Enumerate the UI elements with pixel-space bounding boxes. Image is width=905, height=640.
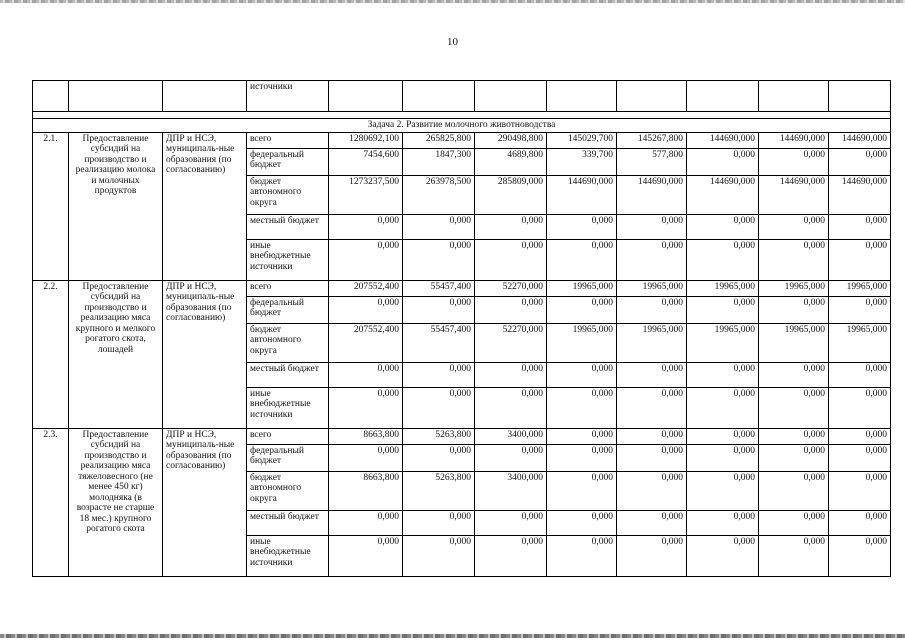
- amount-cell: 144690,000: [759, 132, 829, 148]
- amount-cell: 0,000: [759, 510, 829, 535]
- amount-cell: 1273237,500: [329, 175, 403, 214]
- amount-cell: 0,000: [617, 362, 687, 387]
- amount-cell: 19965,000: [547, 323, 617, 362]
- funding-source: местный бюджет: [247, 510, 329, 535]
- amount-cell: 0,000: [617, 387, 687, 428]
- amount-cell: 0,000: [829, 148, 891, 175]
- amount-cell: 0,000: [829, 214, 891, 239]
- item-executor: ДПР и НСЭ, муниципаль-ные образования (по согласованию): [163, 428, 247, 576]
- amount-cell: 145267,800: [617, 132, 687, 148]
- amount-cell: 0,000: [329, 387, 403, 428]
- task-title: Задача 2. Развитие молочного животноводства: [33, 119, 891, 133]
- amount-cell: 0,000: [403, 214, 475, 239]
- amount-cell: 0,000: [687, 387, 759, 428]
- amount-cell: 0,000: [759, 214, 829, 239]
- amount-cell: 144690,000: [617, 175, 687, 214]
- amount-cell: 144690,000: [759, 175, 829, 214]
- amount-cell: 0,000: [403, 444, 475, 471]
- amount-cell: 0,000: [759, 148, 829, 175]
- page-number: 10: [447, 36, 458, 48]
- amount-cell: 0,000: [547, 362, 617, 387]
- amount-cell: 285809,000: [475, 175, 547, 214]
- amount-cell: 0,000: [329, 239, 403, 280]
- item-number: 2.1.: [33, 132, 69, 280]
- amount-cell: 0,000: [547, 214, 617, 239]
- funding-source: всего: [247, 132, 329, 148]
- amount-cell: 0,000: [547, 510, 617, 535]
- amount-cell: 0,000: [829, 239, 891, 280]
- item-name: Предоставление субсидий на производство и реализацию молока и молочных продуктов: [69, 132, 163, 280]
- amount-cell: 0,000: [829, 387, 891, 428]
- amount-cell: 19965,000: [687, 323, 759, 362]
- amount-cell: 265825,800: [403, 132, 475, 148]
- amount-cell: 0,000: [547, 535, 617, 576]
- item-name: Предоставление субсидий на производство и реализацию мяса тяжеловесного (не менее 450 кг) молодняка (в возрасте не старше 18 мес.) крупного рогатого скота: [69, 428, 163, 576]
- amount-cell: 0,000: [403, 239, 475, 280]
- source-label: источники: [247, 81, 329, 112]
- amount-cell: 0,000: [687, 214, 759, 239]
- amount-cell: 19965,000: [829, 280, 891, 296]
- amount-cell: 55457,400: [403, 323, 475, 362]
- amount-cell: 290498,800: [475, 132, 547, 148]
- amount-cell: 1280692,100: [329, 132, 403, 148]
- funding-source: всего: [247, 428, 329, 444]
- table-row: [33, 428, 891, 444]
- amount-cell: 7454,600: [329, 148, 403, 175]
- funding-source: местный бюджет: [247, 362, 329, 387]
- amount-cell: 19965,000: [617, 323, 687, 362]
- amount-cell: 0,000: [829, 362, 891, 387]
- amount-cell: 0,000: [687, 148, 759, 175]
- amount-cell: 207552,400: [329, 280, 403, 296]
- amount-cell: 0,000: [759, 444, 829, 471]
- amount-cell: 19965,000: [617, 280, 687, 296]
- funding-source: бюджет автономного округа: [247, 471, 329, 510]
- amount-cell: 0,000: [547, 471, 617, 510]
- amount-cell: 19965,000: [687, 280, 759, 296]
- amount-cell: 0,000: [475, 239, 547, 280]
- amount-cell: 0,000: [759, 239, 829, 280]
- amount-cell: 0,000: [829, 296, 891, 323]
- funding-source: иные внебюджетные источники: [247, 239, 329, 280]
- amount-cell: 3400,000: [475, 471, 547, 510]
- item-number: 2.3.: [33, 428, 69, 576]
- amount-cell: 144690,000: [829, 132, 891, 148]
- amount-cell: 0,000: [475, 214, 547, 239]
- amount-cell: 0,000: [329, 535, 403, 576]
- amount-cell: 8663,800: [329, 471, 403, 510]
- amount-cell: 0,000: [617, 428, 687, 444]
- amount-cell: 0,000: [687, 428, 759, 444]
- amount-cell: 0,000: [547, 428, 617, 444]
- amount-cell: 144690,000: [547, 175, 617, 214]
- amount-cell: 0,000: [617, 214, 687, 239]
- amount-cell: 0,000: [475, 444, 547, 471]
- amount-cell: 0,000: [475, 535, 547, 576]
- amount-cell: 0,000: [329, 214, 403, 239]
- amount-cell: 1847,300: [403, 148, 475, 175]
- amount-cell: 52270,000: [475, 323, 547, 362]
- amount-cell: 0,000: [759, 428, 829, 444]
- amount-cell: 144690,000: [829, 175, 891, 214]
- amount-cell: 0,000: [403, 510, 475, 535]
- amount-cell: 144690,000: [687, 132, 759, 148]
- amount-cell: 0,000: [475, 296, 547, 323]
- amount-cell: 19965,000: [547, 280, 617, 296]
- table-row: [33, 280, 891, 296]
- amount-cell: 0,000: [547, 444, 617, 471]
- item-executor: ДПР и НСЭ, муниципаль-ные образования (по согласованию): [163, 280, 247, 428]
- funding-source: местный бюджет: [247, 214, 329, 239]
- amount-cell: 0,000: [687, 444, 759, 471]
- scan-edge-bottom: [0, 634, 905, 638]
- amount-cell: 0,000: [687, 510, 759, 535]
- amount-cell: 0,000: [759, 471, 829, 510]
- amount-cell: 0,000: [829, 510, 891, 535]
- amount-cell: 0,000: [687, 535, 759, 576]
- amount-cell: 0,000: [617, 535, 687, 576]
- scan-edge-top: [0, 0, 905, 3]
- funding-source: федеральный бюджет: [247, 296, 329, 323]
- amount-cell: 0,000: [829, 428, 891, 444]
- amount-cell: 0,000: [403, 535, 475, 576]
- amount-cell: 0,000: [617, 471, 687, 510]
- amount-cell: 207552,400: [329, 323, 403, 362]
- amount-cell: 0,000: [687, 471, 759, 510]
- budget-table: [32, 80, 891, 577]
- amount-cell: 0,000: [829, 471, 891, 510]
- amount-cell: 0,000: [329, 510, 403, 535]
- item-executor: ДПР и НСЭ, муниципаль-ные образования (по согласованию): [163, 132, 247, 280]
- amount-cell: 0,000: [475, 387, 547, 428]
- amount-cell: 145029,700: [547, 132, 617, 148]
- amount-cell: 0,000: [617, 296, 687, 323]
- task-row: [33, 119, 891, 133]
- amount-cell: 19965,000: [759, 323, 829, 362]
- funding-source: федеральный бюджет: [247, 148, 329, 175]
- amount-cell: 0,000: [329, 362, 403, 387]
- amount-cell: 0,000: [687, 239, 759, 280]
- amount-cell: 0,000: [329, 444, 403, 471]
- amount-cell: 0,000: [475, 362, 547, 387]
- amount-cell: 5263,800: [403, 471, 475, 510]
- amount-cell: 3400,000: [475, 428, 547, 444]
- amount-cell: 0,000: [829, 535, 891, 576]
- funding-source: бюджет автономного округа: [247, 175, 329, 214]
- amount-cell: 4689,800: [475, 148, 547, 175]
- funding-source: бюджет автономного округа: [247, 323, 329, 362]
- amount-cell: 577,800: [617, 148, 687, 175]
- amount-cell: 0,000: [403, 296, 475, 323]
- item-name: Предоставление субсидий на производство и реализацию мяса крупного и мелкого рогатого скота, лошадей: [69, 280, 163, 428]
- amount-cell: 8663,800: [329, 428, 403, 444]
- amount-cell: 0,000: [687, 296, 759, 323]
- amount-cell: 19965,000: [759, 280, 829, 296]
- item-number: 2.2.: [33, 280, 69, 428]
- amount-cell: 0,000: [687, 362, 759, 387]
- amount-cell: 263978,500: [403, 175, 475, 214]
- amount-cell: 5263,800: [403, 428, 475, 444]
- continuation-row: [33, 81, 891, 112]
- amount-cell: 0,000: [829, 444, 891, 471]
- amount-cell: 0,000: [547, 296, 617, 323]
- amount-cell: 0,000: [547, 239, 617, 280]
- amount-cell: 0,000: [759, 387, 829, 428]
- funding-source: иные внебюджетные источники: [247, 387, 329, 428]
- amount-cell: 19965,000: [829, 323, 891, 362]
- amount-cell: 0,000: [759, 296, 829, 323]
- amount-cell: 0,000: [759, 362, 829, 387]
- amount-cell: 52270,000: [475, 280, 547, 296]
- amount-cell: 55457,400: [403, 280, 475, 296]
- amount-cell: 0,000: [617, 510, 687, 535]
- table-row: [33, 132, 891, 148]
- amount-cell: 0,000: [403, 387, 475, 428]
- amount-cell: 0,000: [403, 362, 475, 387]
- amount-cell: 0,000: [547, 387, 617, 428]
- funding-source: всего: [247, 280, 329, 296]
- amount-cell: 0,000: [759, 535, 829, 576]
- amount-cell: 0,000: [617, 239, 687, 280]
- amount-cell: 0,000: [329, 296, 403, 323]
- amount-cell: 0,000: [617, 444, 687, 471]
- amount-cell: 144690,000: [687, 175, 759, 214]
- amount-cell: 0,000: [475, 510, 547, 535]
- amount-cell: 339,700: [547, 148, 617, 175]
- task-spacer-row: [33, 112, 891, 119]
- funding-source: федеральный бюджет: [247, 444, 329, 471]
- funding-source: иные внебюджетные источники: [247, 535, 329, 576]
